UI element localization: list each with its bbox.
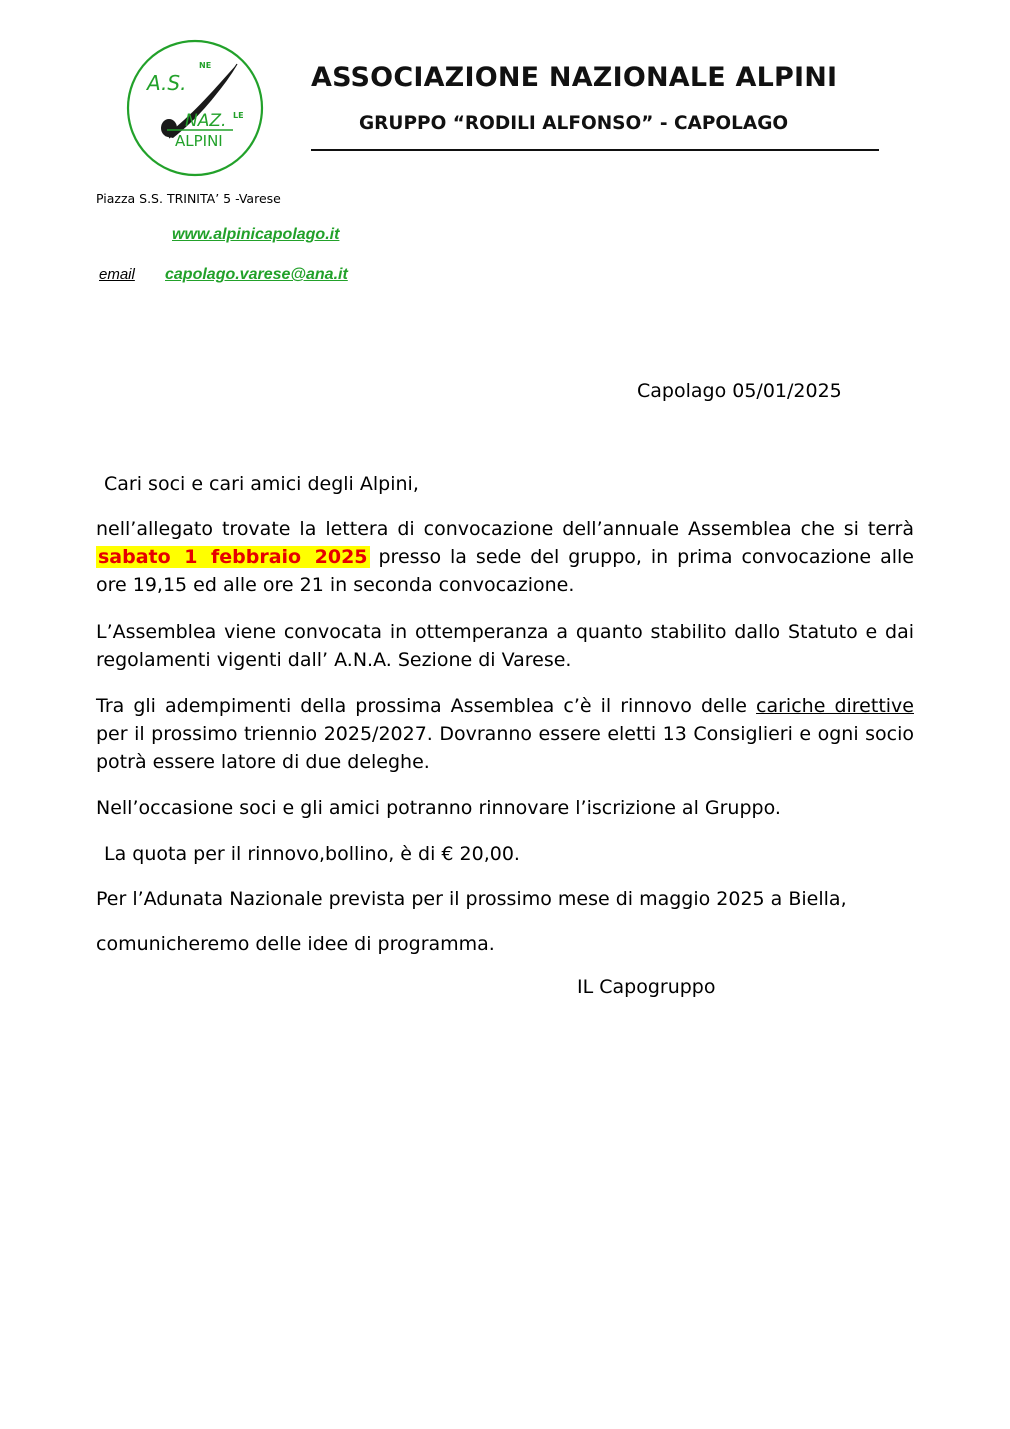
website-link[interactable]: www.alpinicapolago.it bbox=[172, 226, 340, 243]
p3-text-after: per il prossimo triennio 2025/2027. Dovranno essere eletti 13 Consiglieri e ogni socio potrà essere latore di due deleghe. bbox=[96, 723, 914, 773]
address: Piazza S.S. TRINITA’ 5 -Varese bbox=[96, 191, 281, 206]
email-label: email bbox=[99, 266, 135, 283]
group-name: GRUPPO “RODILI ALFONSO” - CAPOLAGO bbox=[359, 113, 789, 134]
logo-sup-ne: NE bbox=[199, 61, 212, 70]
p3-text-before: Tra gli adempimenti della prossima Assemblea c’è il rinnovo delle bbox=[96, 695, 747, 717]
p1-text-after: presso la sede del gruppo, in prima convocazione alle ore 19,15 ed alle ore 21 in seconda convocazione. bbox=[96, 546, 914, 596]
logo-text-ass: A.S. bbox=[147, 71, 187, 95]
paragraph-renewal: Nell’occasione soci e gli amici potranno rinnovare l’iscrizione al Gruppo. bbox=[96, 797, 781, 819]
salutation: Cari soci e cari amici degli Alpini, bbox=[104, 473, 419, 495]
header-divider bbox=[311, 149, 879, 151]
ana-logo bbox=[125, 38, 265, 178]
logo-text-alpini: ALPINI bbox=[175, 132, 223, 150]
email-link[interactable]: capolago.varese@ana.it bbox=[165, 266, 348, 283]
paragraph-convocation bbox=[96, 515, 914, 599]
paragraph-elections bbox=[96, 692, 914, 776]
paragraph-statute: L’Assemblea viene convocata in ottemperanza a quanto stabilito dallo Statuto e dai regolamenti vigenti dall’ A.N.A. Sezione di Varese. bbox=[96, 621, 914, 671]
paragraph-fee: La quota per il rinnovo,bollino, è di € 20,00. bbox=[104, 843, 520, 865]
meeting-date-highlight: sabato 1 febbraio 2025 bbox=[98, 546, 368, 568]
p1-text-before: nell’allegato trovate la lettera di convocazione dell’annuale Assemblea che si terrà bbox=[96, 518, 914, 540]
signature: IL Capogruppo bbox=[577, 976, 716, 998]
cariche-direttive: cariche direttive bbox=[756, 695, 914, 717]
organization-name: ASSOCIAZIONE NAZIONALE ALPINI bbox=[311, 62, 838, 93]
logo-sup-le: LE bbox=[233, 111, 244, 120]
paragraph-adunata: Per l’Adunata Nazionale prevista per il prossimo mese di maggio 2025 a Biella, bbox=[96, 888, 847, 910]
logo-text-naz: NAZ. bbox=[185, 111, 227, 131]
letter-date: Capolago 05/01/2025 bbox=[637, 380, 842, 402]
paragraph-program: comunicheremo delle idee di programma. bbox=[96, 933, 495, 955]
